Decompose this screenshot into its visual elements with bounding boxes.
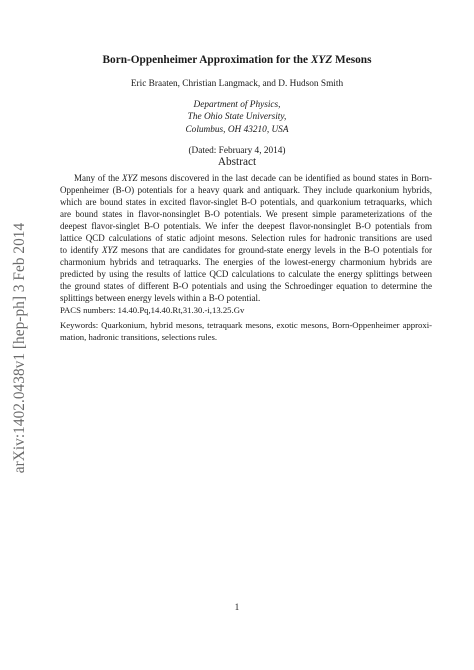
abstract-line: lattice QCD calculations of static adjoint mesons. Selection rules for hadronic transitions are used (60, 233, 432, 243)
abstract-line: to identify XYZ mesons that are candidates for ground-state energy levels in the B-O potentials for (60, 245, 432, 255)
arxiv-stamp-text: arXiv:1402.0438v1 [hep-ph] 3 Feb 2014 (11, 222, 28, 474)
affiliation (0, 99, 474, 136)
affiliation-line: The Ohio State University, (187, 112, 287, 123)
keywords-line: Keywords: Quarkonium, hybrid mesons, tetraquark mesons, exotic mesons, Born-Oppenheimer approxi- (60, 320, 432, 330)
abstract-body (60, 172, 432, 304)
keywords-line: mation, hadronic transitions, selections rules. (60, 332, 218, 342)
abstract-line: Many of the XYZ mesons discovered in the last decade can be identified as bound states in Born- (74, 173, 432, 183)
math-xyz: XYZ (310, 54, 333, 66)
paper-title: Born-Oppenheimer Approximation for the XYZ Mesons (102, 54, 372, 66)
affiliation-line: Department of Physics, (193, 100, 281, 110)
abstract-heading: Abstract (217, 156, 257, 168)
abstract-line: are bound states in flavor-nonsinglet B-O potentials. We present simple parameterizations of the (60, 209, 432, 219)
pacs-numbers: PACS numbers: 14.40.Pq,14.40.Rt,31.30.-i,13.25.Gv (60, 305, 245, 315)
math-xyz: XYZ (121, 173, 138, 183)
abstract-line: predicted by using the results of lattice QCD calculations to calculate the energy splittings between (60, 269, 432, 279)
author-list: Eric Braaten, Christian Langmack, and D. Hudson Smith (130, 79, 344, 89)
abstract-line: the ground states of different B-O potentials and using the Schroedinger equation to determine the (60, 281, 432, 291)
abstract-line: deepest flavor-singlet B-O potentials. We infer the deepest flavor-nonsinglet B-O potentials from (60, 221, 432, 231)
affiliation-line: Columbus, OH 43210, USA (185, 124, 289, 135)
abstract-line: Oppenheimer (B-O) potentials for a heavy quark and antiquark. They include quarkonium hybrids, (60, 185, 432, 195)
keywords (60, 319, 432, 343)
math-xyz: XYZ (101, 245, 118, 255)
abstract-line: charmonium hybrids and tetraquarks. The energies of the lowest-energy charmonium hybrids are (60, 257, 432, 267)
date-line: (Dated: February 4, 2014) (188, 146, 286, 156)
arxiv-stamp (10, 213, 30, 483)
abstract-line: splittings between energy levels within a B-O potential. (60, 293, 261, 303)
page-number: 1 (234, 603, 240, 613)
abstract-line: which are bound states in excited flavor-singlet B-O potentials, and quarkonium tetraquarks, which (60, 197, 432, 207)
